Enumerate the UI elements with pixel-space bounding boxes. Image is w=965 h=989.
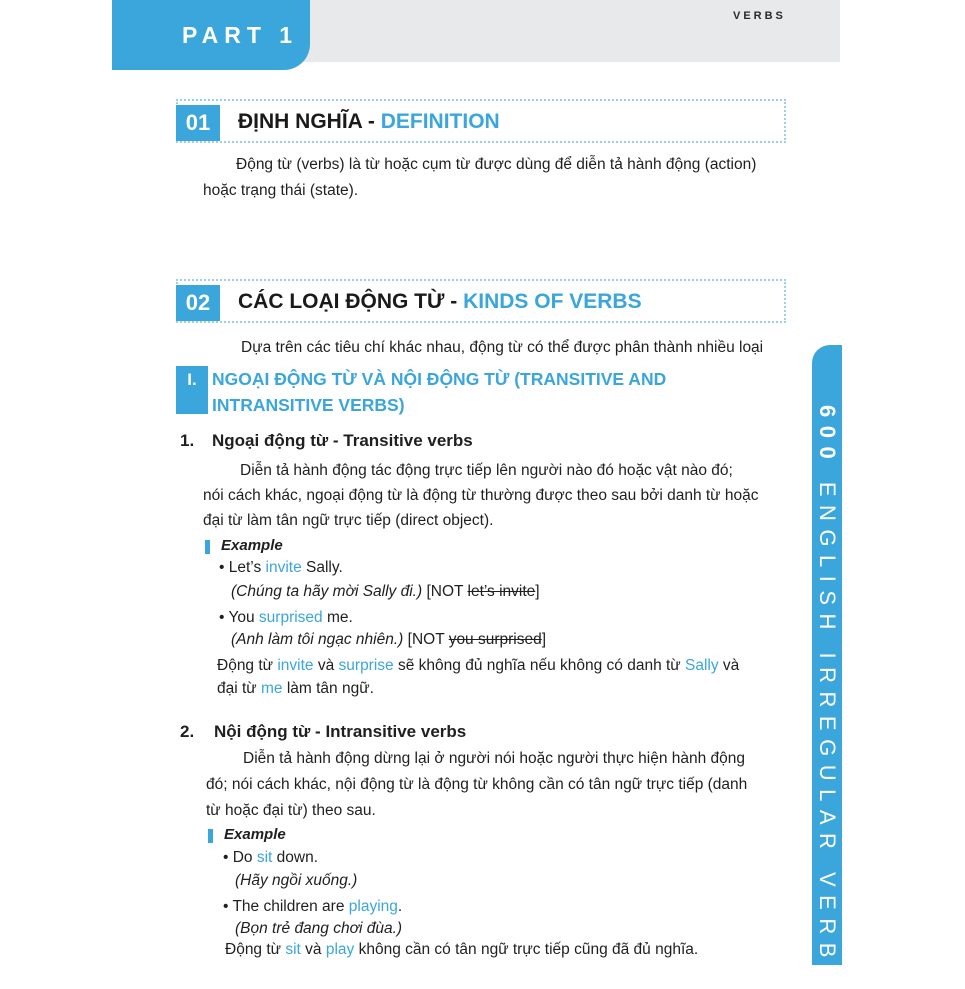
item-2-number: 2. bbox=[180, 722, 195, 741]
section-1-text-line-1: Động từ (verbs) là từ hoặc cụm từ được dùng để diễn tả hành động (action) bbox=[236, 156, 757, 173]
item-2-note: Động từ sit và play không cần có tân ngữ trực tiếp cũng đã đủ nghĩa. bbox=[225, 941, 699, 958]
verb-playing: playing bbox=[348, 898, 398, 915]
section-2-title-en: KINDS OF VERBS bbox=[463, 290, 642, 313]
item-1-number: 1. bbox=[180, 431, 195, 450]
running-header: VERBS bbox=[733, 10, 786, 22]
item-1-text-line-2: nói cách khác, ngoại động từ là động từ thường được theo sau bởi danh từ hoặc bbox=[203, 487, 759, 504]
item-1-note-line-1: Động từ invite và surprise sẽ không đủ nghĩa nếu không có danh từ Sally và bbox=[217, 657, 740, 674]
example-1-sentence-2: • You surprised me. bbox=[219, 609, 353, 626]
example-1-label: Example bbox=[221, 537, 283, 554]
item-2-text-line-1: Diễn tả hành động dừng lại ở người nói hoặc người thực hiện hành động bbox=[243, 750, 746, 767]
side-tab-text bbox=[814, 405, 840, 989]
incorrect-form: you surprised bbox=[448, 631, 542, 648]
example-2-translation-1: (Hãy ngồi xuống.) bbox=[235, 872, 358, 889]
side-tab-title: ENGLISH IRREGULAR VERBS bbox=[815, 481, 840, 989]
item-2-text-line-3: từ hoặc đại từ) theo sau. bbox=[206, 802, 376, 819]
example-2-sentence-2: • The children are playing. bbox=[223, 898, 403, 915]
item-1-text-line-3: đại từ làm tân ngữ trực tiếp (direct object). bbox=[203, 512, 494, 529]
section-1-title-vi: ĐỊNH NGHĨA - bbox=[238, 110, 381, 133]
verb-sit: sit bbox=[256, 849, 273, 866]
section-1-title-en: DEFINITION bbox=[380, 110, 500, 133]
incorrect-form: let’s invite bbox=[467, 583, 536, 600]
section-1-text-line-2: hoặc trạng thái (state). bbox=[203, 182, 359, 199]
item-1-note-line-2: đại từ me làm tân ngữ. bbox=[217, 680, 374, 697]
section-1-number: 01 bbox=[176, 105, 220, 141]
section-2-number: 02 bbox=[176, 285, 220, 321]
section-2-intro: Dựa trên các tiêu chí khác nhau, động từ có thể được phân thành nhiều loại bbox=[241, 339, 764, 356]
example-2-sentence-1: • Do sit down. bbox=[223, 849, 319, 866]
section-1-title bbox=[238, 110, 500, 134]
subsection-roman-box: I. bbox=[176, 366, 208, 414]
example-1-marker bbox=[205, 540, 210, 554]
example-1-sentence-1: • Let’s invite Sally. bbox=[219, 559, 343, 576]
example-2-label: Example bbox=[224, 826, 286, 843]
verb-surprised: surprised bbox=[258, 609, 323, 626]
example-1-translation-1: (Chúng ta hãy mời Sally đi.) [NOT let’s invite] bbox=[231, 583, 540, 600]
part-label: PART 1 bbox=[182, 22, 299, 48]
side-tab-number: 600 bbox=[815, 405, 840, 468]
example-1-translation-2: (Anh làm tôi ngạc nhiên.) [NOT you surprised] bbox=[231, 631, 547, 648]
section-2-title bbox=[238, 290, 642, 314]
verb-invite: invite bbox=[265, 559, 302, 576]
example-2-translation-2: (Bọn trẻ đang chơi đùa.) bbox=[235, 920, 403, 937]
example-2-marker bbox=[208, 829, 213, 843]
section-2-title-vi: CÁC LOẠI ĐỘNG TỪ - bbox=[238, 290, 464, 313]
item-1-text-line-1: Diễn tả hành động tác động trực tiếp lên người nào đó hoặc vật nào đó; bbox=[240, 462, 733, 479]
subsection-title: NGOẠI ĐỘNG TỪ VÀ NỘI ĐỘNG TỪ (TRANSITIVE AND INTRANSITIVE VERBS) bbox=[212, 369, 667, 415]
item-2-text-line-2: đó; nói cách khác, nội động từ là động từ không cần có tân ngữ trực tiếp (danh bbox=[206, 776, 748, 793]
item-1-title: Ngoại động từ - Transitive verbs bbox=[212, 431, 473, 450]
item-2-title: Nội động từ - Intransitive verbs bbox=[214, 722, 467, 741]
